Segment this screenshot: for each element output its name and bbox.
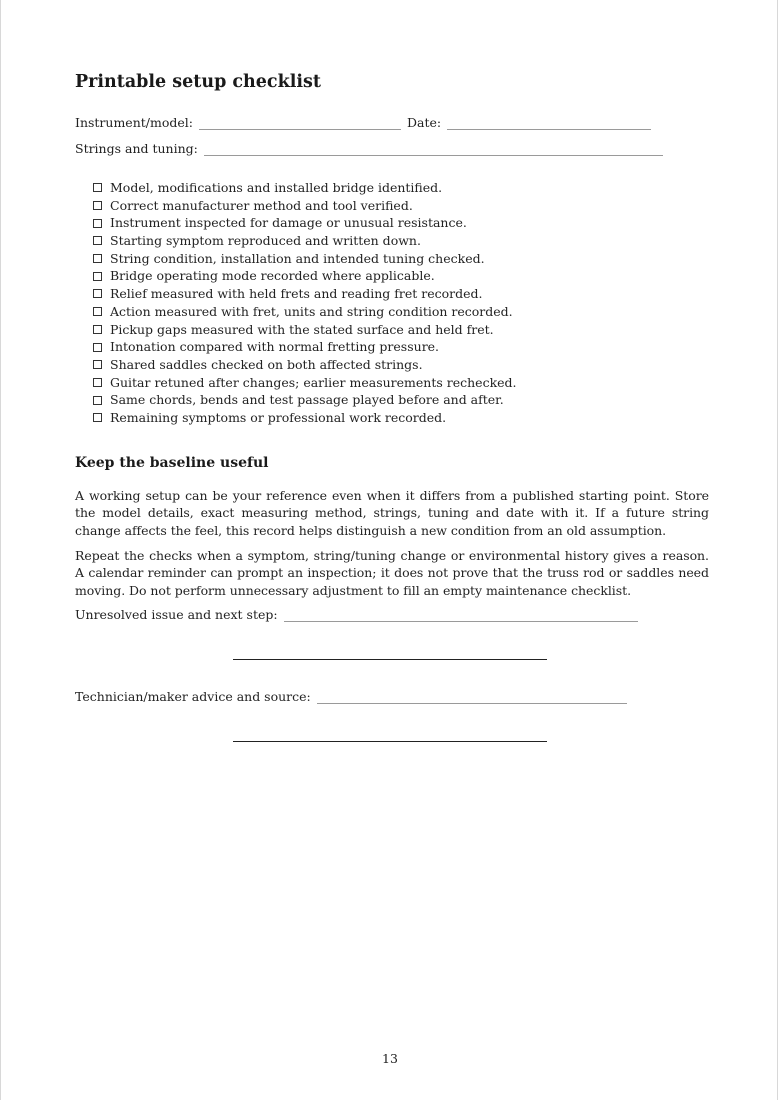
checkbox-icon[interactable]	[93, 343, 102, 352]
advice-row	[75, 689, 709, 705]
unresolved-blank[interactable]	[284, 610, 638, 622]
checkbox-icon[interactable]	[93, 378, 102, 387]
unresolved-row	[75, 607, 709, 623]
baseline-paragraph-2: Repeat the checks when a symptom, string/tuning change or environmental history gives a reason. A calendar reminder can prompt an inspection; it does not prove that the truss rod or saddles need moving. Do not perform unnecessary adjustment to fill an empty maintenance checklist.	[75, 547, 709, 599]
checklist-item	[93, 374, 709, 392]
date-label: Date:	[406, 115, 442, 130]
checkbox-icon[interactable]	[93, 201, 102, 210]
date-blank[interactable]	[447, 118, 651, 130]
checkbox-icon[interactable]	[93, 272, 102, 281]
checkbox-icon[interactable]	[93, 396, 102, 405]
checklist-item	[93, 267, 709, 285]
checkbox-icon[interactable]	[93, 289, 102, 298]
checklist-item	[93, 391, 709, 409]
checkbox-icon[interactable]	[93, 236, 102, 245]
checklist-item	[93, 179, 709, 197]
checklist-item	[93, 321, 709, 339]
advice-label: Technician/maker advice and source:	[75, 688, 311, 704]
checklist-item	[93, 250, 709, 268]
checkbox-icon[interactable]	[93, 325, 102, 334]
checkbox-icon[interactable]	[93, 307, 102, 316]
checklist-item	[93, 232, 709, 250]
checklist-item	[93, 197, 709, 215]
checklist-item-text: Intonation compared with normal fretting pressure.	[110, 339, 440, 355]
checklist-item	[93, 303, 709, 321]
checklist-item-text: Same chords, bends and test passage played before and after.	[110, 392, 504, 408]
checklist-item-text: Bridge operating mode recorded where applicable.	[110, 268, 435, 284]
checklist-item	[93, 409, 709, 427]
checklist-item-text: Instrument inspected for damage or unusual resistance.	[110, 215, 467, 231]
checklist-item	[93, 285, 709, 303]
checkbox-icon[interactable]	[93, 219, 102, 228]
checklist-item-text: Model, modifications and installed bridge identified.	[110, 180, 443, 195]
checklist-item-text: Pickup gaps measured with the stated surface and held fret.	[110, 321, 494, 337]
checklist-item-text: String condition, installation and intended tuning checked.	[110, 250, 485, 266]
instrument-blank[interactable]	[199, 118, 401, 130]
checklist-item-text: Shared saddles checked on both affected strings.	[110, 356, 423, 372]
advice-signature-line[interactable]	[233, 741, 547, 742]
checklist-item-text: Guitar retuned after changes; earlier measurements rechecked.	[110, 374, 517, 390]
strings-blank[interactable]	[204, 144, 663, 156]
setup-checklist	[93, 179, 709, 427]
page-number: 13	[382, 1051, 398, 1066]
strings-row	[75, 140, 709, 157]
checklist-item-text: Remaining symptoms or professional work recorded.	[110, 409, 447, 425]
checklist-item	[93, 338, 709, 356]
checkbox-icon[interactable]	[93, 183, 102, 192]
checkbox-icon[interactable]	[93, 413, 102, 422]
baseline-heading: Keep the baseline useful	[75, 454, 269, 471]
unresolved-signature-line[interactable]	[233, 659, 547, 660]
unresolved-label: Unresolved issue and next step:	[75, 606, 278, 622]
section-title: Printable setup checklist	[75, 72, 321, 92]
checklist-item	[93, 356, 709, 374]
checklist-item-text: Relief measured with held frets and reading fret recorded.	[110, 286, 483, 302]
page-content	[75, 70, 709, 742]
checklist-item-text: Starting symptom reproduced and written down.	[110, 233, 421, 249]
checklist-item	[93, 214, 709, 232]
advice-blank[interactable]	[317, 692, 627, 704]
checkbox-icon[interactable]	[93, 360, 102, 369]
instrument-label: Instrument/model:	[75, 115, 193, 130]
strings-label: Strings and tuning:	[75, 141, 198, 156]
instrument-date-row	[75, 114, 709, 131]
checkbox-icon[interactable]	[93, 254, 102, 263]
baseline-paragraph-1: A working setup can be your reference even when it differs from a published starting point. Store the model details, exact measuring method, strings, tuning and date with it. If a future string change affects the feel, this record helps distinguish a new condition from an old assumption.	[75, 487, 709, 539]
checklist-item-text: Action measured with fret, units and string condition recorded.	[110, 303, 513, 319]
checklist-item-text: Correct manufacturer method and tool verified.	[110, 197, 413, 213]
